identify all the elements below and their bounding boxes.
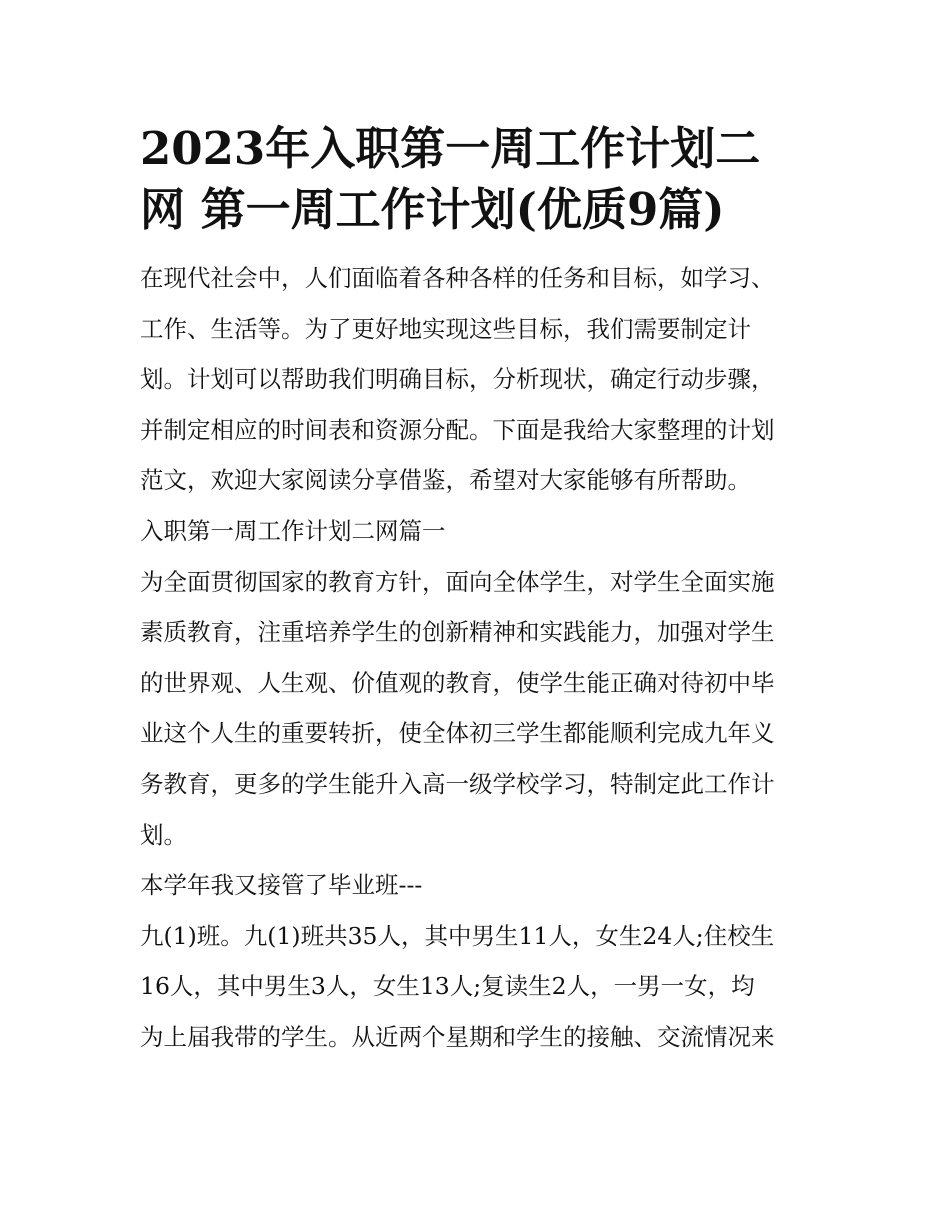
section-heading: 入职第一周工作计划二网篇一 — [140, 516, 446, 545]
document-body — [140, 253, 816, 1063]
body-paragraph: 为全面贯彻国家的教育方针，面向全体学生，对学生全面实施 素质教育，注重培养学生的创新精神和实践能力，加强对学生 的世界观、人生观、价值观的教育，使学生能正确对待初中毕 业这个人生的重要转折，使全体初三学生都能顺利完成九年义 务教育，更多的学生能升入高一级学校学习，特制定此工作计 划。 — [140, 567, 775, 849]
body-paragraph: 九(1)班。九(1)班共35人，其中男生11人，女生24人;住校生 16人，其中男生3人，女生13人;复读生2人，一男一女，均 为上届我带的学生。从近两个星期和学生的接触、交流情况来 — [140, 921, 775, 1051]
body-paragraph: 本学年我又接管了毕业班--- — [140, 871, 423, 900]
document-title: 2023年入职第一周工作计划二 网 第一周工作计划(优质9篇) — [140, 122, 761, 236]
document-content — [140, 118, 816, 1063]
intro-paragraph: 在现代社会中，人们面临着各种各样的任务和目标，如学习、 工作、生活等。为了更好地实现这些目标，我们需要制定计 划。计划可以帮助我们明确目标，分析现状，确定行动步骤， 并制定相应的时间表和资源分配。下面是我给大家整理的计划 范文，欢迎大家阅读分享借鉴，希望对大家能够有所帮助。 — [140, 264, 775, 495]
